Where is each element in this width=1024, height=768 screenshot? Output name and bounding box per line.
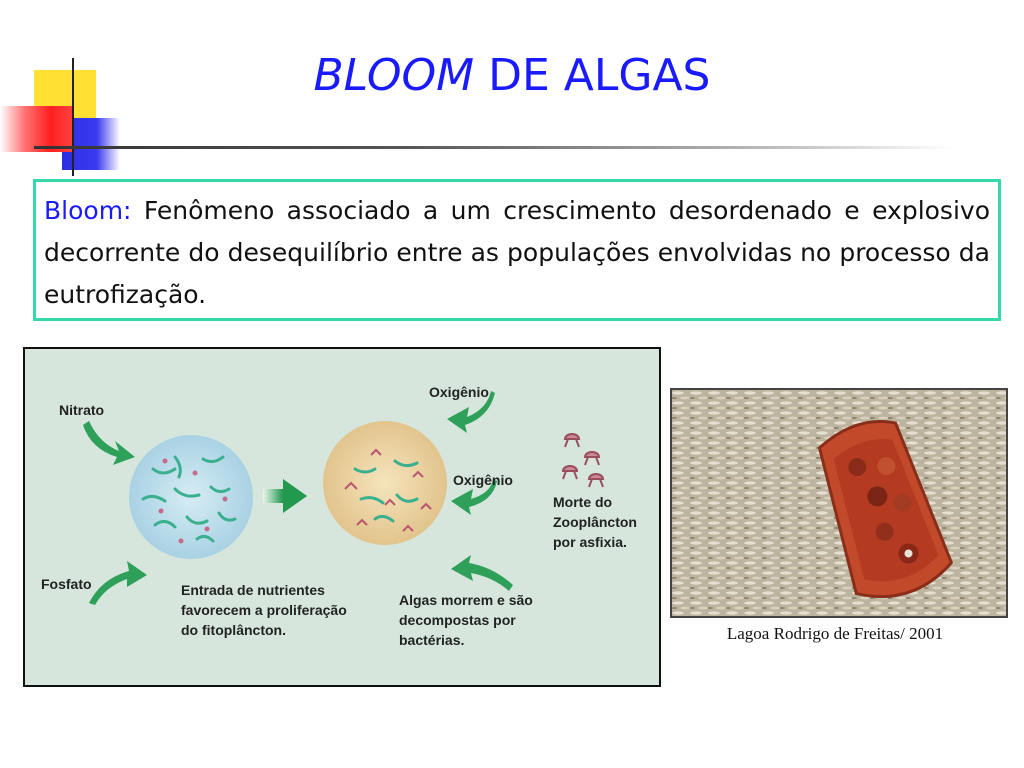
fosfato-arrow	[89, 561, 147, 605]
caption-nutrients	[181, 582, 347, 638]
slide-title	[0, 50, 1024, 101]
process-arrow	[263, 479, 307, 513]
title-rest: DE ALGAS	[488, 50, 711, 101]
caption-algae-line: decompostas por	[399, 612, 516, 628]
eutrophication-diagram	[23, 347, 661, 687]
oxygen-depleted-water-circle	[323, 421, 447, 545]
zooplankton-icons	[563, 434, 603, 487]
bacteria-arrow	[451, 555, 513, 591]
definition-box	[33, 179, 1001, 321]
label-fosfato: Fosfato	[41, 576, 92, 592]
title-underline	[34, 146, 954, 149]
title-italic-word: BLOOM	[313, 50, 475, 101]
caption-algae-line: Algas morrem e são	[399, 592, 533, 608]
caption-zoo-line: Zooplâncton	[553, 514, 637, 530]
definition-term: Bloom:	[44, 196, 132, 225]
caption-nutrients-line: favorecem a proliferação	[181, 602, 347, 618]
caption-algae-line: bactérias.	[399, 632, 465, 648]
caption-zoo-line: por asfixia.	[553, 534, 627, 550]
photo-caption: Lagoa Rodrigo de Freitas/ 2001	[726, 624, 944, 643]
caption-zooplankton	[553, 494, 637, 550]
definition-text: Fenômeno associado a um crescimento desordenado e explosivo decorrente do desequilíbrio entre as populações envolvidas no processo da eutrofização.	[44, 196, 990, 309]
caption-nutrients-line: do fitoplâncton.	[181, 622, 286, 638]
label-oxigenio-middle: Oxigênio	[453, 472, 513, 488]
diagram-svg	[25, 349, 659, 685]
photo-svg	[672, 390, 1006, 616]
caption-algae	[399, 592, 533, 648]
caption-nutrients-line: Entrada de nutrientes	[181, 582, 325, 598]
label-oxigenio-top: Oxigênio	[429, 384, 489, 400]
caption-zoo-line: Morte do	[553, 494, 613, 510]
nitrato-arrow	[83, 421, 135, 465]
fish-kill-photo	[670, 388, 1008, 618]
label-nitrato: Nitrato	[59, 402, 105, 418]
